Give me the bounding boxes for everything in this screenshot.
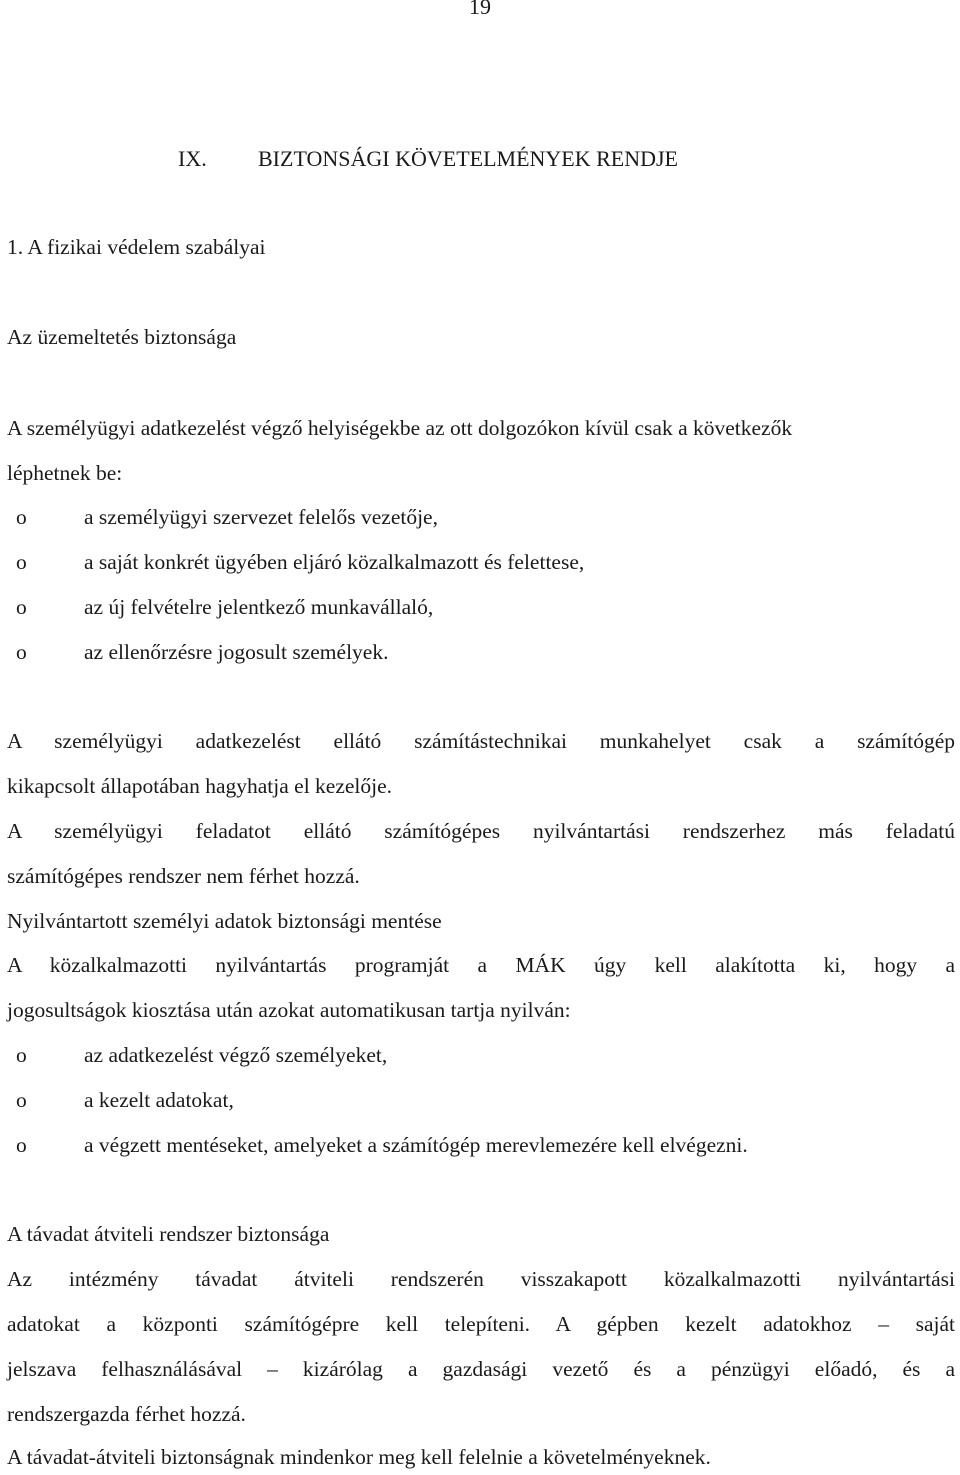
list-item-text: a saját konkrét ügyében eljáró közalkalmazott és felettese, xyxy=(84,550,585,574)
paragraph-workstation-line-2: kikapcsolt állapotában hagyhatja el kezelője. xyxy=(7,774,393,798)
bullet-marker: o xyxy=(16,505,27,529)
list-item xyxy=(7,1088,234,1113)
list-item-text: a végzett mentéseket, amelyeket a számítógép merevlemezére kell elvégezni. xyxy=(84,1133,748,1157)
intro-text-line-2: léphetnek be: xyxy=(7,461,123,485)
list-item-text: az új felvételre jelentkező munkavállaló, xyxy=(84,595,434,619)
paragraph-transfer-line-3: jelszava felhasználásával – kizárólag a gazdasági vezető és a pénzügyi előadó, és a xyxy=(7,1357,955,1381)
list-item-text: a személyügyi szervezet felelős vezetője, xyxy=(84,505,438,529)
page-number: 19 xyxy=(469,0,491,19)
list-item xyxy=(7,1043,387,1068)
bullet-marker: o xyxy=(16,640,27,664)
bullet-marker: o xyxy=(16,550,27,574)
bullet-marker: o xyxy=(16,595,27,619)
paragraph-transfer-line-4: rendszergazda férhet hozzá. xyxy=(7,1402,246,1426)
closing-sentence: A távadat-átviteli biztonságnak mindenkor meg kell felelnie a követelményeknek. xyxy=(7,1445,711,1469)
paragraph-backup-line-2: jogosultságok kiosztása után azokat automatikusan tartja nyilván: xyxy=(7,998,571,1022)
list-item xyxy=(7,640,388,665)
paragraph-transfer-line-2: adatokat a központi számítógépre kell telepíteni. A gépben kezelt adatokhoz – saját xyxy=(7,1312,955,1336)
paragraph-system-line-2: számítógépes rendszer nem férhet hozzá. xyxy=(7,864,360,888)
list-item xyxy=(7,1133,748,1158)
intro-text-line-1: A személyügyi adatkezelést végző helyiségekbe az ott dolgozókon kívül csak a következők xyxy=(7,416,793,440)
list-item-text: a kezelt adatokat, xyxy=(84,1088,234,1112)
paragraph-workstation-line-1: A személyügyi adatkezelést ellátó számítástechnikai munkahelyet csak a számítógép xyxy=(7,729,955,753)
subsection-backup-heading: Nyilvántartott személyi adatok biztonsági mentése xyxy=(7,909,442,933)
bullet-marker: o xyxy=(16,1043,27,1067)
list-item-text: az ellenőrzésre jogosult személyek. xyxy=(84,640,389,664)
chapter-title: BIZTONSÁGI KÖVETELMÉNYEK RENDJE xyxy=(258,146,678,171)
chapter-number: IX. xyxy=(178,146,207,171)
list-item-text: az adatkezelést végző személyeket, xyxy=(84,1043,388,1067)
list-item xyxy=(7,505,438,530)
list-item xyxy=(7,595,433,620)
subsection-operation-heading: Az üzemeltetés biztonsága xyxy=(7,325,237,349)
chapter-heading xyxy=(178,146,678,172)
bullet-marker: o xyxy=(16,1088,27,1112)
paragraph-system-line-1: A személyügyi feladatot ellátó számítógépes nyilvántartási rendszerhez más feladatú xyxy=(7,819,955,843)
section-title: 1. A fizikai védelem szabályai xyxy=(7,235,266,259)
subsection-transfer-heading: A távadat átviteli rendszer biztonsága xyxy=(7,1222,330,1246)
paragraph-transfer-line-1: Az intézmény távadat átviteli rendszerén visszakapott közalkalmazotti nyilvántartási xyxy=(7,1267,955,1291)
list-item xyxy=(7,550,584,575)
bullet-marker: o xyxy=(16,1133,27,1157)
paragraph-backup-line-1: A közalkalmazotti nyilvántartás programját a MÁK úgy kell alakította ki, hogy a xyxy=(7,953,955,977)
